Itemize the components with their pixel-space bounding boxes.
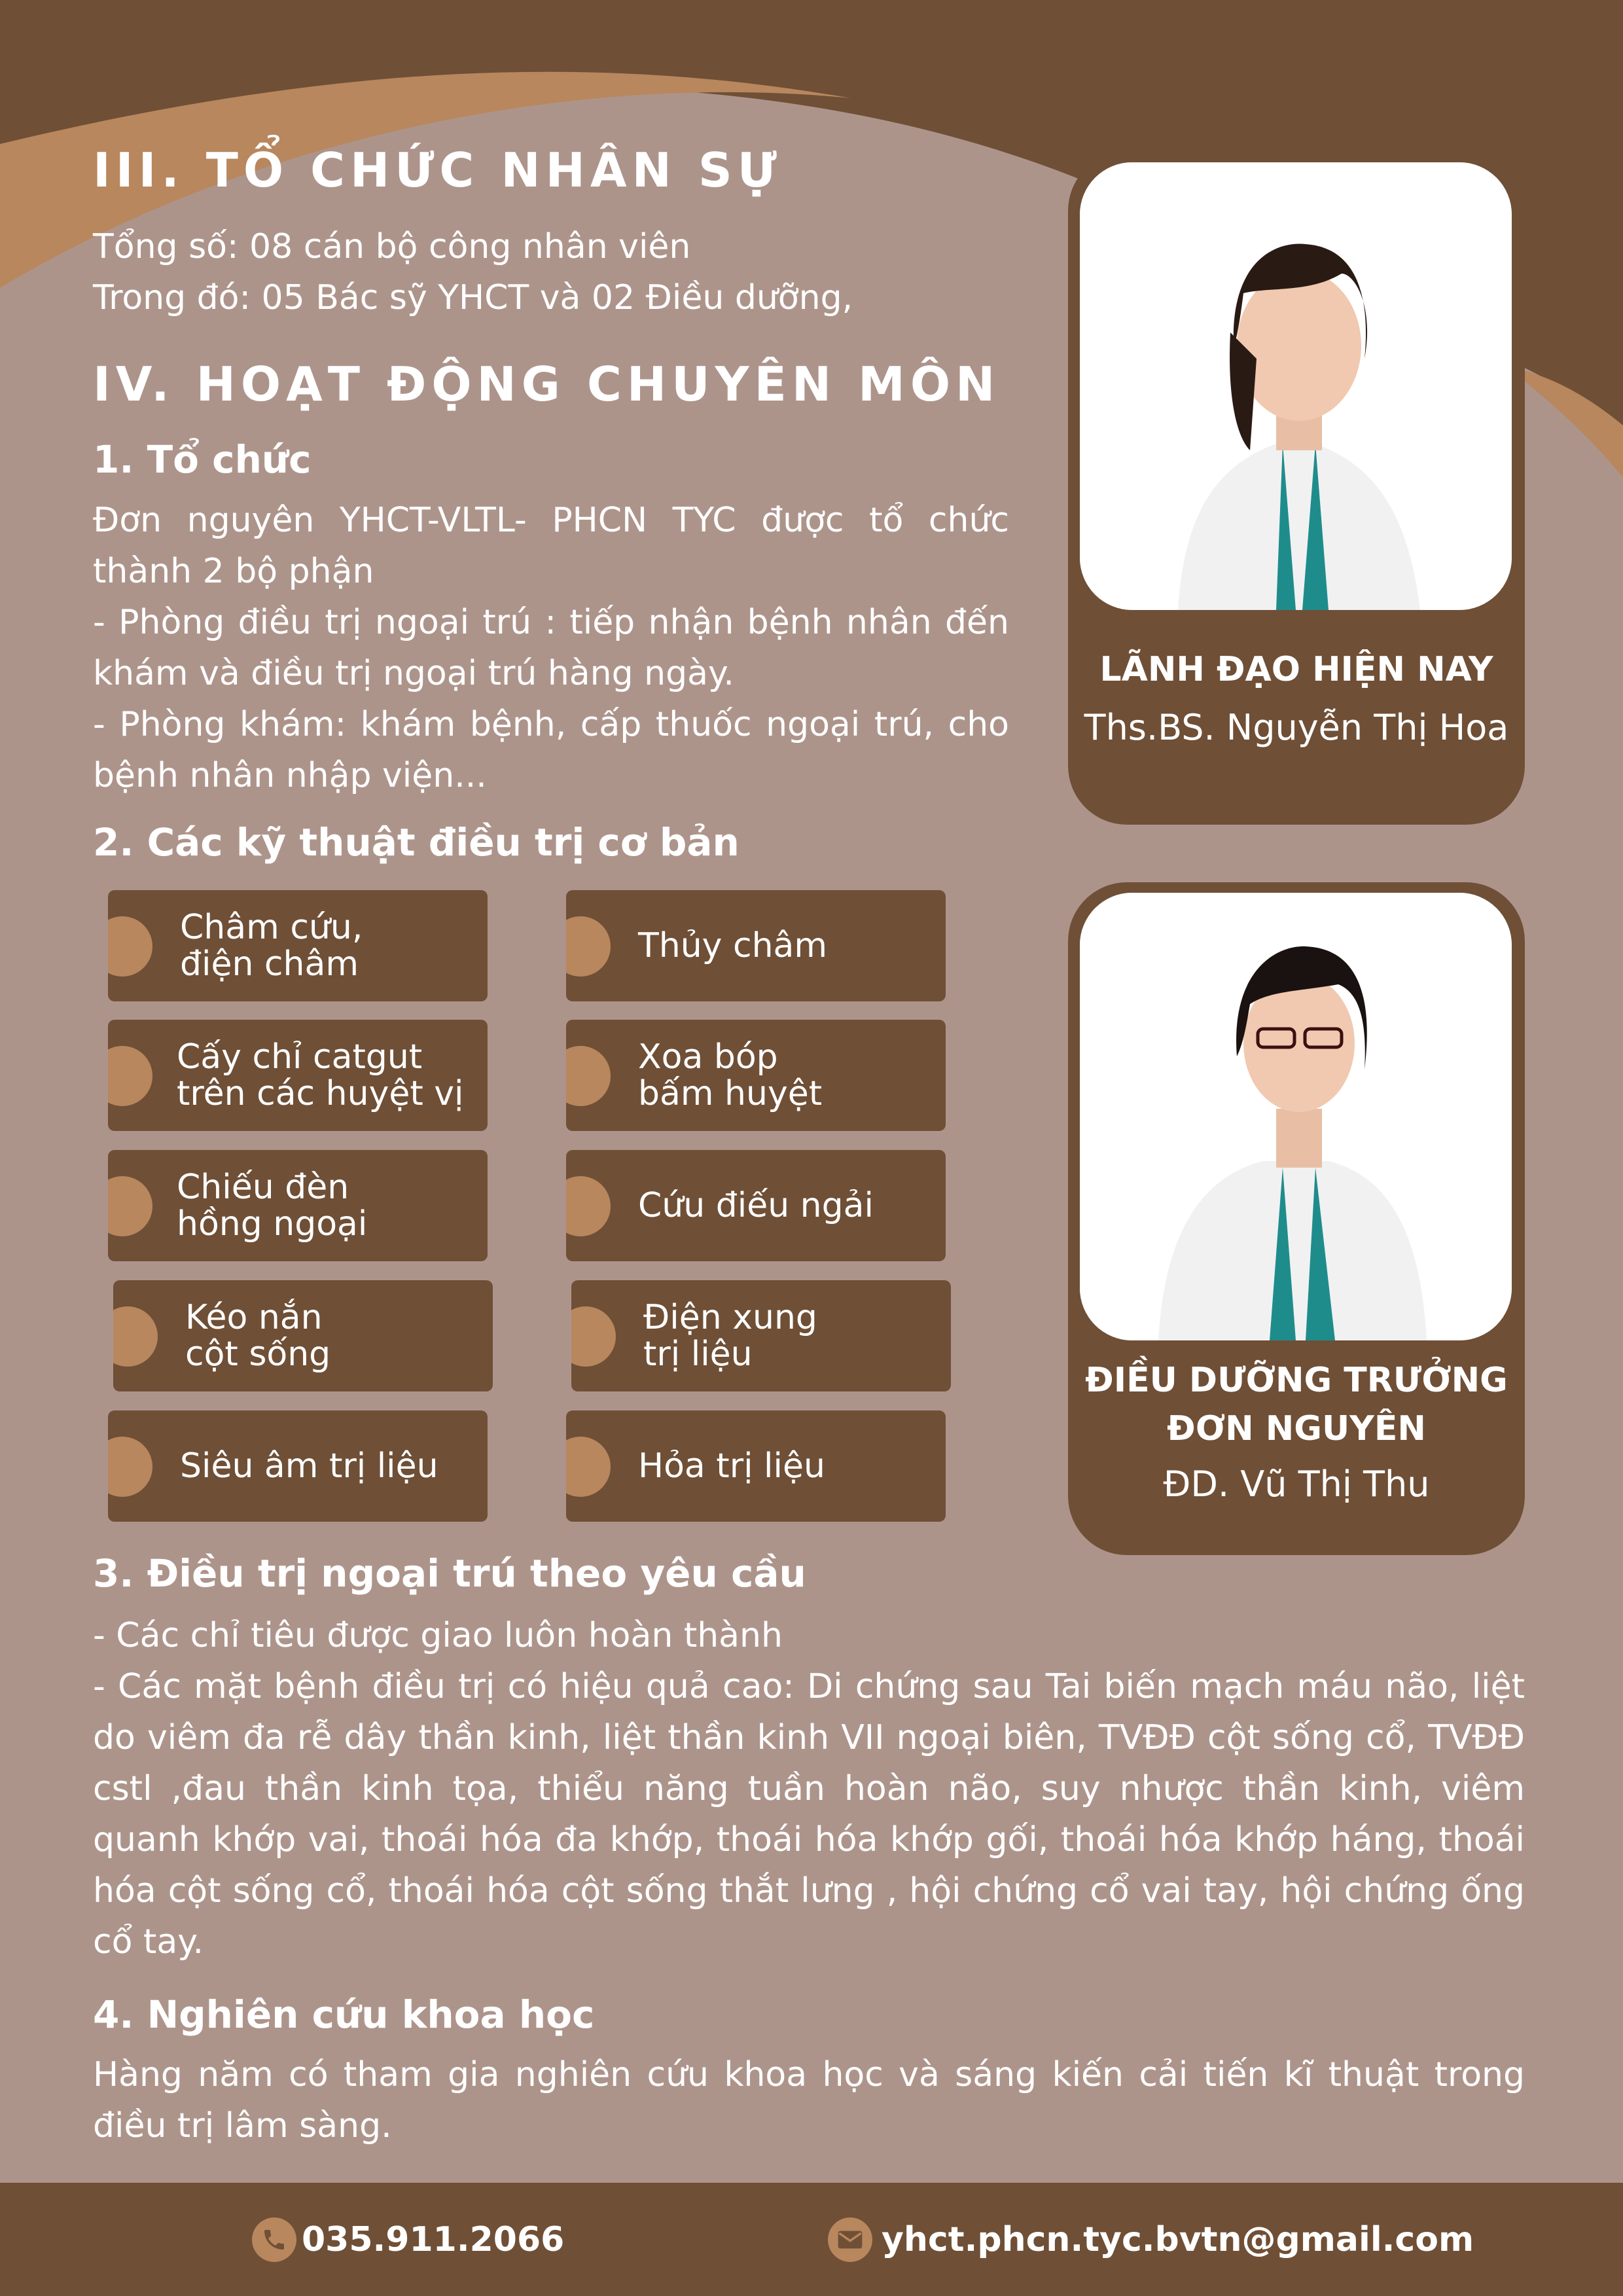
- research-title: 4. Nghiên cứu khoa học: [93, 1992, 595, 2037]
- technique-tag: [566, 1410, 946, 1522]
- organization-line: khám và điều trị ngoại trú hàng ngày.: [93, 654, 734, 693]
- tag-knob-icon: [92, 1176, 152, 1236]
- activities-heading: IV. HOẠT ĐỘNG CHUYÊN MÔN: [93, 357, 1001, 412]
- technique-label: Cấy chỉ catgut trên các huyệt vị: [177, 1037, 464, 1113]
- head-nurse-role: ĐIỀU DƯỠNG TRƯỞNG ĐƠN NGUYÊN: [1085, 1361, 1508, 1448]
- head-nurse-name: ĐD. Vũ Thị Thu: [1163, 1463, 1430, 1505]
- technique-label: Cứu điếu ngải: [638, 1186, 874, 1225]
- phone-icon: [252, 2217, 296, 2262]
- leader-role: LÃNH ĐẠO HIỆN NAY: [1099, 650, 1493, 689]
- head-nurse-photo: [1080, 893, 1512, 1340]
- tag-knob-icon: [556, 1306, 616, 1367]
- technique-tag: [566, 890, 946, 1001]
- email-address: yhct.phcn.tyc.bvtn@gmail.com: [882, 2219, 1474, 2259]
- technique-tag: [108, 1410, 488, 1522]
- research-text: [93, 2049, 1525, 2151]
- leader-name: Ths.BS. Nguyễn Thị Hoa: [1084, 707, 1509, 748]
- technique-label: Siêu âm trị liệu: [180, 1446, 438, 1486]
- techniques-title: 2. Các kỹ thuật điều trị cơ bản: [93, 820, 740, 865]
- tag-knob-icon: [550, 1046, 611, 1106]
- technique-tag: [571, 1280, 951, 1391]
- technique-label: Thủy châm: [638, 926, 828, 965]
- organization-line: bệnh nhân nhập viện...: [93, 756, 487, 795]
- staffing-heading: III. TỔ CHỨC NHÂN SỰ: [93, 143, 782, 198]
- organization-line: - Phòng điều trị ngoại trú : tiếp nhận bệnh nhân đến: [93, 603, 1009, 642]
- technique-label: Điện xung trị liệu: [643, 1298, 817, 1374]
- technique-label: Châm cứu, điện châm: [180, 908, 363, 984]
- tag-knob-icon: [92, 916, 152, 977]
- email-contact[interactable]: [828, 2183, 1474, 2296]
- technique-tag: [108, 1020, 488, 1131]
- staff-total: Tổng số: 08 cán bộ công nhân viên: [93, 227, 691, 266]
- outpatient-line: - Các mặt bệnh điều trị có hiệu quả cao: Di chứng sau Tai biến mạch máu não, liệt: [93, 1667, 1525, 1706]
- tag-knob-icon: [550, 1176, 611, 1236]
- tag-knob-icon: [92, 1437, 152, 1497]
- organization-text: [93, 495, 1009, 801]
- outpatient-line: cstl ,đau thần kinh tọa, thiểu năng tuần hoàn não, suy nhược thần kinh, viêm: [93, 1769, 1525, 1808]
- doctor-portrait-icon: [1080, 162, 1512, 610]
- organization-line: - Phòng khám: khám bệnh, cấp thuốc ngoại trú, cho: [93, 705, 1009, 744]
- technique-tag: [108, 890, 488, 1001]
- technique-label: Hỏa trị liệu: [638, 1446, 825, 1486]
- outpatient-line: hóa cột sống cổ, thoái hóa cột sống thắt lưng , hội chứng cổ vai tay, hội chứng ống: [93, 1871, 1525, 1910]
- tag-knob-icon: [550, 916, 611, 977]
- contact-footer: [0, 2183, 1623, 2296]
- staff-detail: Trong đó: 05 Bác sỹ YHCT và 02 Điều dưỡng,: [93, 278, 853, 317]
- technique-label: Kéo nắn cột sống: [185, 1298, 331, 1374]
- nurse-portrait-icon: [1080, 893, 1512, 1340]
- research-line: Hàng năm có tham gia nghiên cứu khoa học và sáng kiến cải tiến kĩ thuật trong: [93, 2055, 1525, 2094]
- tag-knob-icon: [550, 1437, 611, 1497]
- outpatient-title: 3. Điều trị ngoại trú theo yêu cầu: [93, 1551, 806, 1596]
- technique-tag: [566, 1150, 946, 1261]
- organization-line: Đơn nguyên YHCT-VLTL- PHCN TYC được tổ chức: [93, 501, 1009, 540]
- outpatient-line: do viêm đa rễ dây thần kinh, liệt thần kinh VII ngoại biên, TVĐĐ cột sống cổ, TVĐĐ: [93, 1718, 1525, 1757]
- technique-tag: [113, 1280, 493, 1391]
- head-nurse-card: [1068, 882, 1525, 1555]
- leader-card: [1068, 152, 1525, 825]
- phone-number: 035.911.2066: [302, 2219, 565, 2259]
- technique-tag: [566, 1020, 946, 1131]
- tag-knob-icon: [92, 1046, 152, 1106]
- tag-knob-icon: [98, 1306, 158, 1367]
- outpatient-line: quanh khớp vai, thoái hóa đa khớp, thoái hóa khớp gối, thoái hóa khớp háng, thoái: [93, 1820, 1525, 1859]
- outpatient-line: - Các chỉ tiêu được giao luôn hoàn thành: [93, 1616, 783, 1655]
- technique-label: Xoa bóp bấm huyệt: [638, 1037, 823, 1113]
- technique-label: Chiếu đèn hồng ngoại: [177, 1168, 368, 1244]
- phone-contact[interactable]: [252, 2183, 564, 2296]
- outpatient-text: [93, 1610, 1525, 1967]
- email-icon: [828, 2217, 872, 2262]
- research-line: điều trị lâm sàng.: [93, 2106, 392, 2145]
- organization-line: thành 2 bộ phận: [93, 552, 374, 591]
- technique-tag: [108, 1150, 488, 1261]
- organization-title: 1. Tổ chức: [93, 437, 312, 482]
- outpatient-line: cổ tay.: [93, 1922, 204, 1962]
- leader-photo: [1080, 162, 1512, 610]
